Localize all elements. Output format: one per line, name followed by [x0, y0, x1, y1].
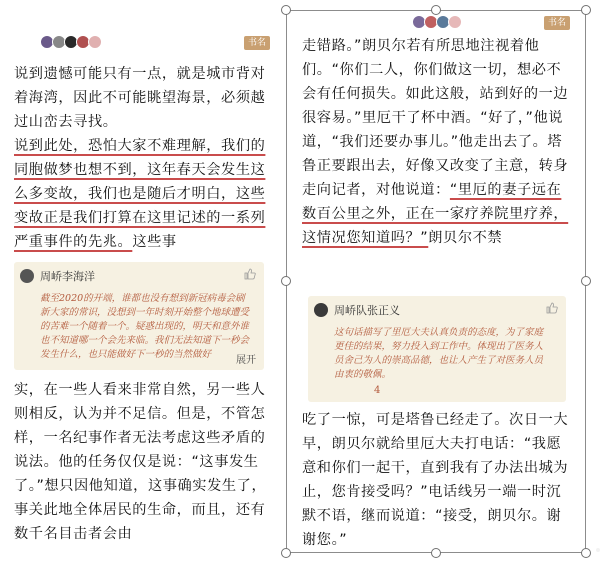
- expand-link[interactable]: 展开: [236, 355, 256, 366]
- resize-handle-left[interactable]: [281, 276, 291, 286]
- paragraph: [302, 34, 576, 250]
- book-tag: 书名: [544, 16, 570, 30]
- paragraph-tail: 朗贝尔不禁: [428, 230, 503, 246]
- underlined-quote[interactable]: “里厄的妻子远在数百公里之外，正在一家疗养院里疗养，这情况您知道吗？”: [302, 182, 569, 246]
- thumbs-up-icon[interactable]: [546, 302, 558, 314]
- paragraph: 说到遗憾可能只有一点，就是城市背对着海湾，因此不可能眺望海景，必须越过山峦去寻找。: [14, 66, 266, 130]
- note-author: 周峤队张正义: [334, 304, 400, 317]
- user-avatar: [314, 303, 328, 317]
- paragraph: [14, 134, 272, 254]
- note-author: 周峤李海洋: [40, 270, 95, 283]
- right-text-bottom: [302, 408, 576, 552]
- book-tag: 书名: [244, 36, 270, 50]
- avatar: [448, 15, 462, 29]
- right-text-top: [302, 34, 576, 250]
- corner-marker: [596, 548, 600, 552]
- paragraph-tail: 这些事: [132, 234, 177, 250]
- left-text-bottom: [14, 378, 272, 546]
- resize-handle-bottom-left[interactable]: [281, 548, 291, 558]
- note-text: 截至2020的开端，谁都也没有想到新冠病毒会刷新大家的常识，没想到一年时刻开始整个地球遭受的苦难一个随着一个。疑惑出现的，明天和意外谁也不知道哪一个会先来临。我们无法知道下一秒会发生什么，也只能做好下一秒的当然做好: [40, 293, 250, 360]
- note-header: [20, 268, 95, 284]
- resize-handle-top-left[interactable]: [281, 5, 291, 15]
- annotation-card[interactable]: [14, 262, 264, 370]
- like-count: 4: [374, 385, 381, 396]
- user-avatar: [20, 269, 34, 283]
- note-text: 这句话描写了里厄大夫认真负责的态度，为了家庭更佳的结果，努力投入到工作中。体现出了医务人员舍己为人的崇高品德，也让人产生了对医务人员由衷的敬佩。: [334, 327, 544, 380]
- annotation-card[interactable]: [308, 296, 566, 402]
- paragraph: 实，在一些人看来非常自然，另一些人则相反，认为并不足信。但是，不管怎样，一名纪事作者无法考虑这些矛盾的说法。他的任务仅仅是说：“这事发生了。”想只因他知道，这事确实发生了，事关此地全体居民的生命，而且，还有数千名目击者会由: [14, 382, 267, 542]
- avatar: [88, 35, 102, 49]
- note-header: [314, 302, 400, 318]
- left-page: [0, 0, 280, 567]
- right-page[interactable]: [286, 10, 586, 553]
- resize-handle-top[interactable]: [431, 5, 441, 15]
- reader-avatars: [40, 35, 100, 49]
- underlined-quote[interactable]: 说到此处，恐怕大家不难理解，我们的同胞做梦也想不到，这年春天会发生这么多变故，我们也是随后才明白，这些变故正是我们打算在这里记述的一系列严重事件的先兆。: [14, 138, 266, 250]
- resize-handle-top-right[interactable]: [581, 5, 591, 15]
- paragraph-text: 走错路。”朗贝尔若有所思地注视着他们。“你们二人，你们做这一切，想必不会有任何损失。如此这般，站到好的一边很容易。”里厄干了杯中酒。“好了，”他说道，“我们还要办事儿。”他走出去了。塔鲁正要跟出去，好像又改变了主意，转身走向记者，对他说道：: [302, 38, 569, 198]
- reader-avatars: [412, 15, 460, 29]
- resize-handle-bottom[interactable]: [431, 548, 441, 558]
- thumbs-up-icon[interactable]: [244, 268, 256, 280]
- resize-handle-bottom-right[interactable]: [581, 548, 591, 558]
- paragraph: 吃了一惊，可是塔鲁已经走了。次日一大早，朗贝尔就给里厄大夫打电话：“我愿意和你们一起干，直到我有了办法出城为止，您肯接受吗？”电话线另一端一时沉默不语，继而说道：“接受，朗贝尔。谢谢您。”: [302, 412, 569, 548]
- left-text-top: [14, 62, 272, 254]
- resize-handle-right[interactable]: [581, 276, 591, 286]
